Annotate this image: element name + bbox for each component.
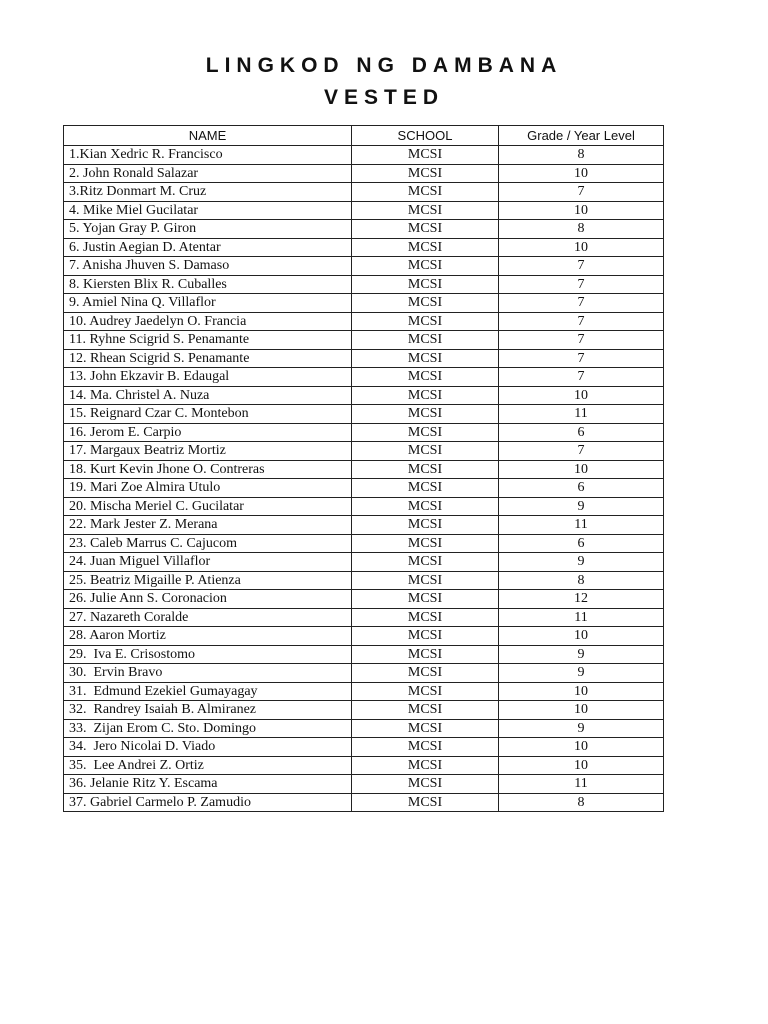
cell-grade: 7 [499,275,664,294]
cell-name: 23. Caleb Marrus C. Cajucom [64,534,352,553]
cell-name: 2. John Ronald Salazar [64,164,352,183]
cell-name: 31. Edmund Ezekiel Gumayagay [64,682,352,701]
table-row [64,516,664,535]
cell-grade: 10 [499,164,664,183]
cell-school: MCSI [352,183,499,202]
cell-name: 26. Julie Ann S. Coronacion [64,590,352,609]
cell-grade: 10 [499,201,664,220]
table-row [64,164,664,183]
cell-name: 7. Anisha Jhuven S. Damaso [64,257,352,276]
cell-grade: 7 [499,349,664,368]
cell-school: MCSI [352,201,499,220]
cell-name: 16. Jerom E. Carpio [64,423,352,442]
cell-school: MCSI [352,645,499,664]
cell-school: MCSI [352,312,499,331]
cell-grade: 10 [499,738,664,757]
cell-name: 37. Gabriel Carmelo P. Zamudio [64,793,352,812]
table-row [64,793,664,812]
roster-table [63,125,664,812]
cell-grade: 7 [499,257,664,276]
document-title [0,50,768,114]
cell-name: 12. Rhean Scigrid S. Penamante [64,349,352,368]
table-row [64,201,664,220]
cell-school: MCSI [352,368,499,387]
table-row [64,701,664,720]
cell-school: MCSI [352,590,499,609]
table-row [64,645,664,664]
cell-school: MCSI [352,738,499,757]
table-row [64,294,664,313]
table-row [64,479,664,498]
table-row [64,238,664,257]
cell-name: 36. Jelanie Ritz Y. Escama [64,775,352,794]
cell-name: 33. Zijan Erom C. Sto. Domingo [64,719,352,738]
cell-school: MCSI [352,460,499,479]
table-row [64,146,664,165]
table-row [64,571,664,590]
table-row [64,590,664,609]
cell-school: MCSI [352,331,499,350]
cell-school: MCSI [352,701,499,720]
table-row [64,275,664,294]
cell-grade: 9 [499,664,664,683]
cell-school: MCSI [352,294,499,313]
cell-name: 32. Randrey Isaiah B. Almiranez [64,701,352,720]
cell-name: 25. Beatriz Migaille P. Atienza [64,571,352,590]
header-row [64,126,664,146]
table-row [64,312,664,331]
cell-name: 27. Nazareth Coralde [64,608,352,627]
cell-school: MCSI [352,146,499,165]
cell-grade: 11 [499,775,664,794]
table-row [64,349,664,368]
cell-name: 34. Jero Nicolai D. Viado [64,738,352,757]
cell-grade: 7 [499,442,664,461]
cell-name: 3.Ritz Donmart M. Cruz [64,183,352,202]
table-row [64,368,664,387]
cell-name: 6. Justin Aegian D. Atentar [64,238,352,257]
cell-school: MCSI [352,479,499,498]
cell-school: MCSI [352,793,499,812]
cell-school: MCSI [352,775,499,794]
table-row [64,183,664,202]
cell-school: MCSI [352,571,499,590]
cell-grade: 6 [499,479,664,498]
cell-name: 19. Mari Zoe Almira Utulo [64,479,352,498]
table-row [64,331,664,350]
table-row [64,257,664,276]
cell-grade: 6 [499,423,664,442]
cell-grade: 10 [499,238,664,257]
cell-name: 18. Kurt Kevin Jhone O. Contreras [64,460,352,479]
cell-school: MCSI [352,627,499,646]
cell-school: MCSI [352,534,499,553]
table-row [64,608,664,627]
table-row [64,386,664,405]
cell-school: MCSI [352,497,499,516]
cell-grade: 7 [499,183,664,202]
cell-name: 9. Amiel Nina Q. Villaflor [64,294,352,313]
cell-name: 5. Yojan Gray P. Giron [64,220,352,239]
cell-school: MCSI [352,664,499,683]
table-row [64,423,664,442]
cell-grade: 9 [499,645,664,664]
cell-grade: 7 [499,294,664,313]
cell-grade: 10 [499,627,664,646]
cell-school: MCSI [352,442,499,461]
cell-school: MCSI [352,238,499,257]
cell-school: MCSI [352,719,499,738]
table-row [64,664,664,683]
table-row [64,442,664,461]
cell-grade: 7 [499,368,664,387]
cell-grade: 11 [499,608,664,627]
cell-grade: 8 [499,220,664,239]
table-row [64,719,664,738]
cell-grade: 10 [499,701,664,720]
cell-name: 4. Mike Miel Gucilatar [64,201,352,220]
cell-grade: 11 [499,405,664,424]
cell-grade: 9 [499,497,664,516]
table-row [64,460,664,479]
cell-school: MCSI [352,756,499,775]
table-row [64,220,664,239]
title-line-2: VESTED [323,86,445,109]
table-row [64,775,664,794]
cell-grade: 7 [499,312,664,331]
cell-grade: 8 [499,571,664,590]
cell-school: MCSI [352,349,499,368]
cell-school: MCSI [352,164,499,183]
cell-name: 11. Ryhne Scigrid S. Penamante [64,331,352,350]
cell-name: 13. John Ekzavir B. Edaugal [64,368,352,387]
cell-name: 22. Mark Jester Z. Merana [64,516,352,535]
cell-name: 35. Lee Andrei Z. Ortiz [64,756,352,775]
table-row [64,534,664,553]
table-row [64,682,664,701]
cell-name: 24. Juan Miguel Villaflor [64,553,352,572]
cell-school: MCSI [352,682,499,701]
cell-name: 15. Reignard Czar C. Montebon [64,405,352,424]
cell-school: MCSI [352,257,499,276]
cell-grade: 8 [499,793,664,812]
column-header-school: SCHOOL [352,126,499,146]
cell-school: MCSI [352,423,499,442]
cell-name: 28. Aaron Mortiz [64,627,352,646]
table-row [64,738,664,757]
title-line-1: LINGKOD NG DAMBANA [205,54,563,77]
cell-grade: 6 [499,534,664,553]
cell-name: 14. Ma. Christel A. Nuza [64,386,352,405]
column-header-grade: Grade / Year Level [499,126,664,146]
roster-table-body [64,146,664,812]
cell-name: 20. Mischa Meriel C. Gucilatar [64,497,352,516]
cell-grade: 7 [499,331,664,350]
cell-grade: 9 [499,553,664,572]
cell-name: 1.Kian Xedric R. Francisco [64,146,352,165]
cell-grade: 10 [499,386,664,405]
cell-name: 8. Kiersten Blix R. Cuballes [64,275,352,294]
cell-grade: 11 [499,516,664,535]
roster-table-header [64,126,664,146]
cell-school: MCSI [352,220,499,239]
table-row [64,627,664,646]
cell-school: MCSI [352,386,499,405]
table-row [64,405,664,424]
table-row [64,756,664,775]
cell-grade: 10 [499,682,664,701]
cell-name: 29. Iva E. Crisostomo [64,645,352,664]
cell-school: MCSI [352,516,499,535]
cell-name: 10. Audrey Jaedelyn O. Francia [64,312,352,331]
cell-school: MCSI [352,275,499,294]
cell-grade: 10 [499,756,664,775]
cell-school: MCSI [352,608,499,627]
cell-name: 17. Margaux Beatriz Mortiz [64,442,352,461]
cell-school: MCSI [352,553,499,572]
cell-grade: 10 [499,460,664,479]
cell-grade: 9 [499,719,664,738]
cell-grade: 8 [499,146,664,165]
cell-name: 30. Ervin Bravo [64,664,352,683]
cell-school: MCSI [352,405,499,424]
cell-grade: 12 [499,590,664,609]
table-row [64,497,664,516]
column-header-name: NAME [64,126,352,146]
table-row [64,553,664,572]
